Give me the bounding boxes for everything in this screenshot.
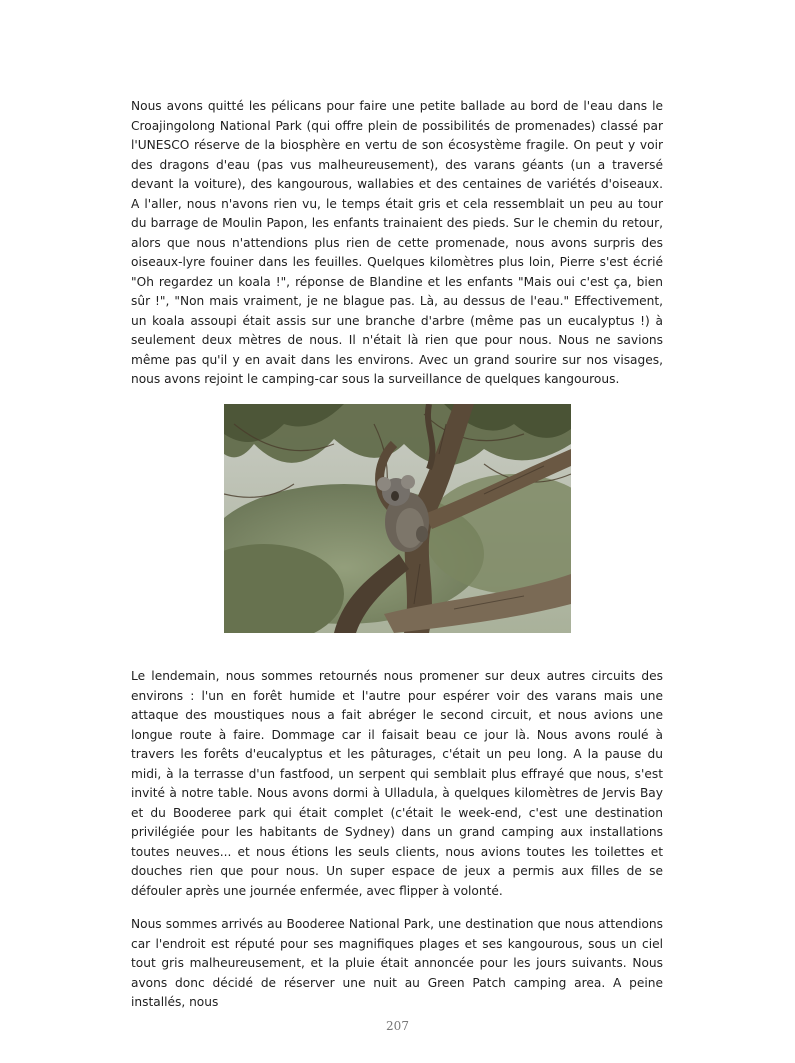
paragraph-booderee: Nous sommes arrivés au Booderee National Park, une destination que nous attendions car l'endroit est réputé pour ses magnifiques plages et ses kangourous, sous un ciel tout gris malheureusement, et la pluie était annoncée pour les jours suivants. Nous avons donc décidé de réserver une nuit au Green Patch camping area. A peine installés, nous (131, 917, 663, 1009)
page-number: 207 (386, 1019, 409, 1033)
paragraph-next-day: Le lendemain, nous sommes retournés nous promener sur deux autres circuits des environs : l'un en forêt humide et l'autre pour espérer voir des varans mais une attaque des moustiques nous a fait abréger le second circuit, et nous avions une longue route à faire. Dommage car il faisait beau ce jour là. Nous avons roulé à travers les forêts d'eucalyptus et les pâturages, c'était un peu long. A la pause du midi, à la terrasse d'un fastfood, un serpent qui semblait plus effrayé que nous, s'est invité à notre table. Nous avons dormi à Ulladula, à quelques kilomètres de Jervis Bay et du Booderee park qui était complet (c'était le week-end, c'est une destination privilégiée pour les habitants de Sydney) dans un grand camping aux installations toutes neuves... et nous étions les seuls clients, nous avions toutes les toilettes et douches rien que pour nous. Un super espace de jeux a permis aux filles de se défouler après une journée enfermée, avec flipper à volonté. (131, 669, 663, 898)
koala-photo-illustration (224, 404, 571, 633)
paragraph-koala-walk: Nous avons quitté les pélicans pour faire une petite ballade au bord de l'eau dans le Croajingolong National Park (qui offre plein de possibilités de promenades) classé par l'UNESCO réserve de la biosphère en vertu de son écosystème fragile. On peut y voir des dragons d'eau (pas vus malheureusement), des varans géants (un a traversé devant la voiture), des kangourous, wallabies et des centaines de variétés d'oiseaux. A l'aller, nous n'avons rien vu, le temps était gris et cela ressemblait un peu au tour du barrage de Moulin Papon, les enfants trainaient des pieds. Sur le chemin du retour, alors que nous n'attendions plus rien de cette promenade, nous avons surpris des oiseaux-lyre fouiner dans les feuilles. Quelques kilomètres plus loin, Pierre s'est écrié "Oh regardez un koala !", réponse de Blandine et les enfants "Mais oui c'est ça, bien sûr !", "Non mais vraiment, je ne blague pas. Là, au dessus de l'eau." Effectivement, un koala assoupi était assis sur une branche d'arbre (même pas un eucalyptus !) à seulement deux mètres de nous. Il n'était là rien que pour nous. Nous ne savions même pas qu'il y en avait dans les environs. Avec un grand sourire sur nos visages, nous avons rejoint le camping-car sous la surveillance de quelques kangourous. (131, 99, 663, 386)
koala-photo (224, 404, 571, 633)
